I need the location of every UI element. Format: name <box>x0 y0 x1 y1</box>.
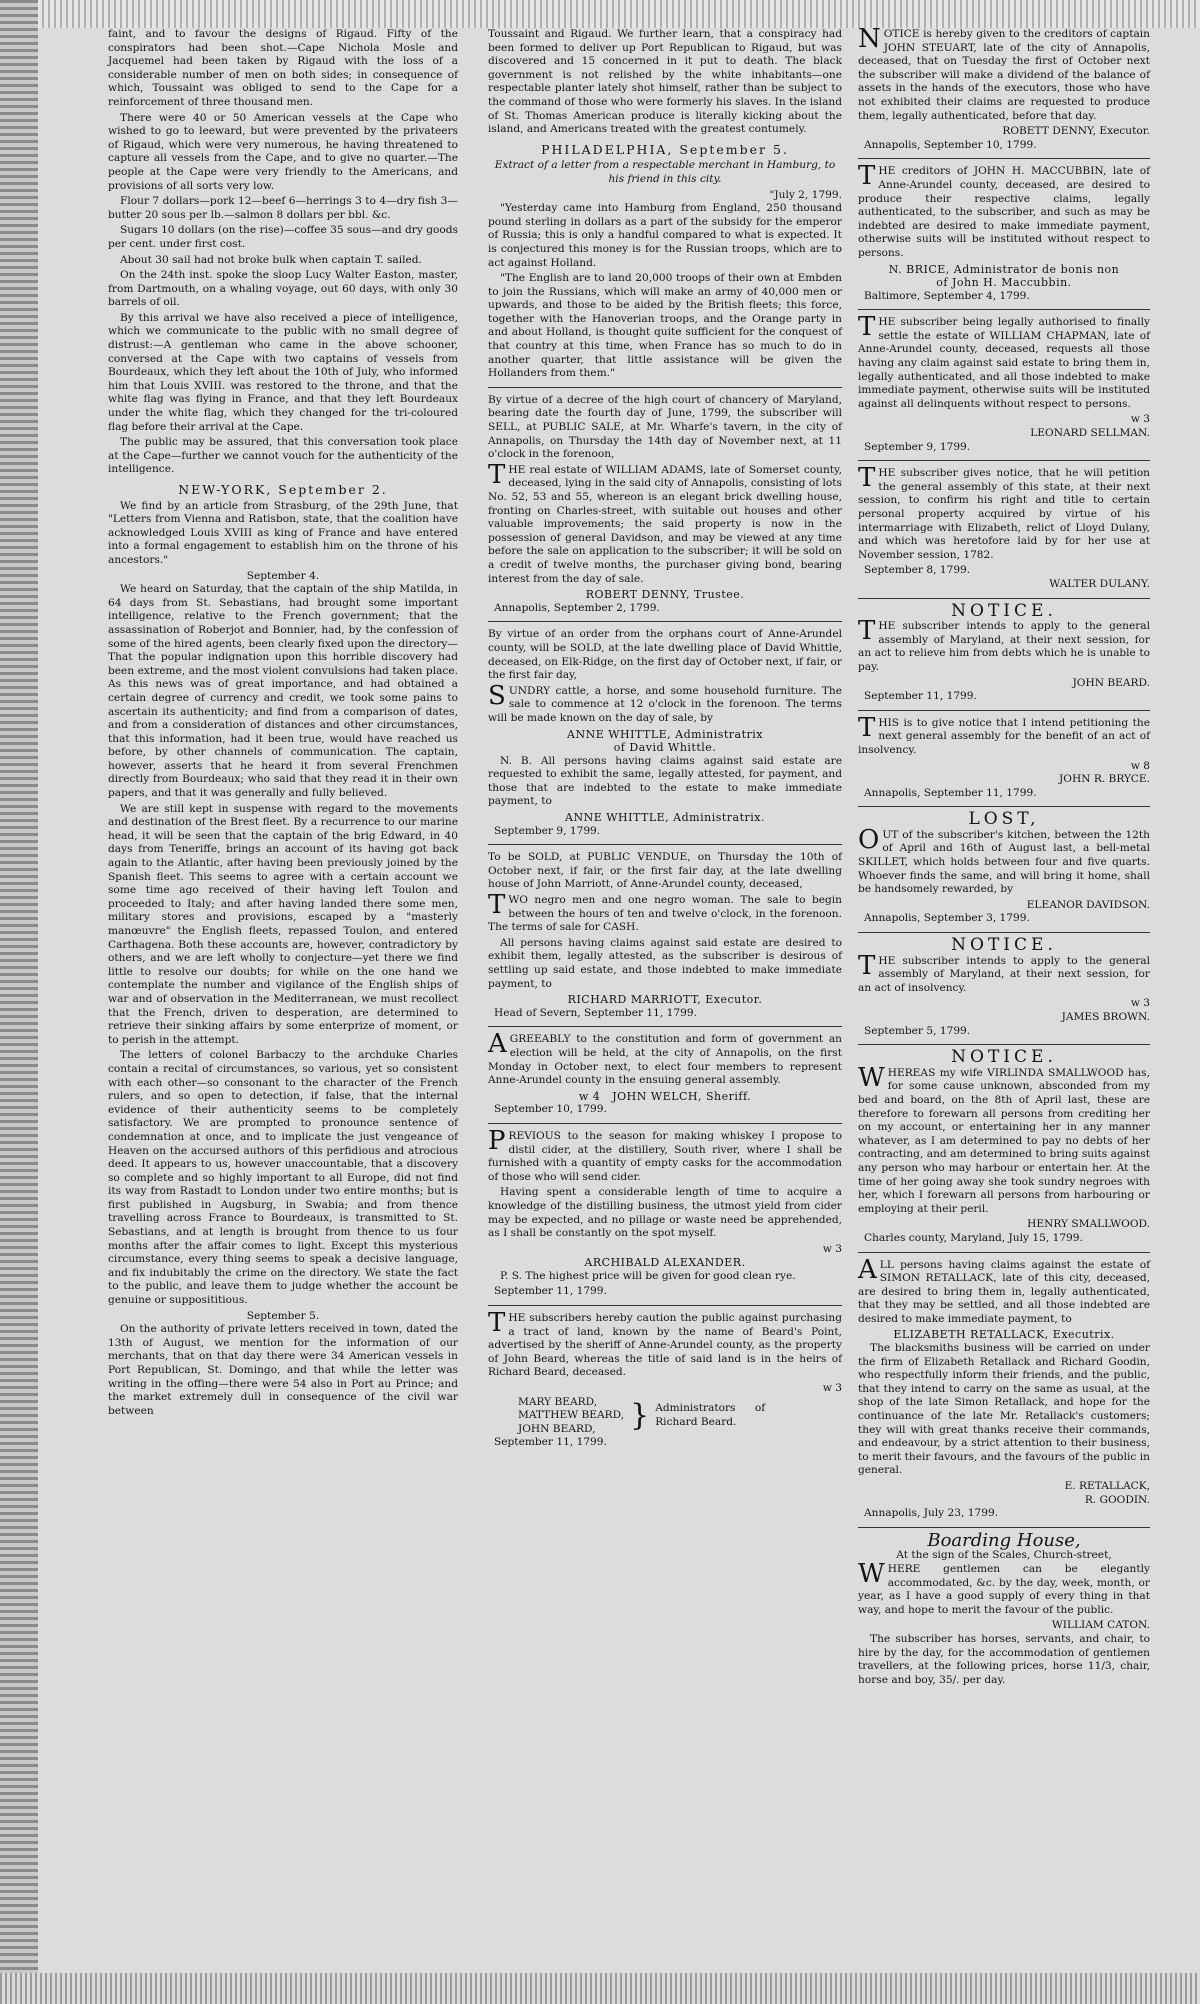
ad-signature: RICHARD MARRIOTT, Executor. <box>567 993 763 1007</box>
column-2 <box>488 28 842 1450</box>
column-rule <box>858 460 1150 461</box>
ad-body: THE subscriber being legally authorised to finally settle the estate of WILLIAM CHAPMAN, late of Anne-Arundel county, deceased, requests all those having any claim against said estate to bring them in, legally authenticated, and all those indebted to make immediate payment, otherwise suits will be instituted against all delinquents without respect to persons. <box>858 312 1150 410</box>
ad-date: September 11, 1799. <box>864 690 977 703</box>
column-rule <box>488 387 842 388</box>
article-paragraph: About 30 sail had not broke bulk when captain T. sailed. <box>120 253 422 266</box>
ad-body: P. S. The highest price will be given for good clean rye. <box>500 1269 796 1282</box>
ad-signature: ANNE WHITTLE, Administratrix. <box>565 811 765 825</box>
ad-body: ALL persons having claims against the estate of SIMON RETALLACK, late of this city, deceased, are desired to bring them in, legally authenticated, that they may be settled, and all those indebted are desired to make immediate payment, to <box>858 1254 1150 1325</box>
ad-body: THE subscribers hereby caution the public against purchasing a tract of land, known by the name of Beard's Point, advertised by the sheriff of Anne-Arundel county, as the property of John Beard, whereas the title of said land is in the heirs of Richard Beard, deceased. <box>488 1308 842 1379</box>
signer-names <box>488 1396 624 1437</box>
article-paragraph: Sugars 10 dollars (on the rise)—coffee 35 sous—and dry goods per cent. under first cost. <box>108 224 458 250</box>
column-rule <box>858 158 1150 159</box>
column-rule <box>858 598 1150 599</box>
ad-body: THIS is to give notice that I intend petitioning the next general assembly for the benefit of an act of insolvency. <box>858 712 1150 756</box>
ad-signature: JOHN R. BRYCE. <box>1059 773 1150 786</box>
scan-top-edge <box>0 0 1200 28</box>
column-rule <box>488 1305 842 1306</box>
article-paragraph: The letters of colonel Barbaczy to the archduke Charles contain a recital of circumstances, so various, yet so consistent with each other—so consonant to the character of the French rulers, and so open to detection, if false, that the internal evidence of their authenticity seems to be completely satisfactory. We are prompted to pronounce sentence of condemnation at once, and to implicate the just vengeance of Heaven on the accursed authors of this perfidious and atrocious deed. It appears to us, however unaccountable, that a discovery so complete and so highly important to all Europe, did not find its way from Rastadt to London under two entire months; but is first published in Augsburg, in Swabia; and from thence travelling across France to Bourdeaux, is transmitted to St. Sebastians, and at length is brought from thence to us four months after the affair comes to light. Except this mysterious circumstance, every thing seems to speak a decisive language, and fix indubitably the crime on the directory. We state the fact to the public, and leave them to judge whether the account be genuine or supposititious. <box>108 1049 458 1307</box>
column-rule <box>858 806 1150 807</box>
column-rule <box>488 1123 842 1124</box>
ad-date: Annapolis, September 2, 1799. <box>494 601 660 614</box>
column-rule <box>858 932 1150 933</box>
ad-body: SUNDRY cattle, a horse, and some household furniture. The sale to commence at 12 o'clock in the forenoon. The terms will be made known on the day of sale, by <box>488 680 842 724</box>
signer-name: MATTHEW BEARD, <box>518 1409 625 1422</box>
brace-icon: } <box>630 1398 650 1434</box>
ad-intro: By virtue of an order from the orphans court of Anne-Arundel county, will be SOLD, at the late dwelling place of David Whittle, deceased, on Elk-Ridge, on the first day of October next, if fair, or the first fair day, <box>488 628 842 682</box>
article-paragraph: On the 24th inst. spoke the sloop Lucy Walter Easton, master, from Dartmouth, on a whaling voyage, out 60 days, with only 30 barrels of oil. <box>108 269 458 309</box>
newyork-dateline: NEW-YORK, September 2. <box>178 482 388 497</box>
signer-role: Administrators of Richard Beard. <box>655 1402 766 1429</box>
ad-body: The subscriber has horses, servants, and chair, to hire by the day, for the accommodation of gentlemen travellers, at the following prices, horse 11/3, chair, horse and boy, 35/. per day. <box>858 1632 1150 1686</box>
ad-body: Having spent a considerable length of time to acquire a knowledge of the distilling business, the utmost yield from cider may be expected, and no pillage or waste need be apprehended, as I shall be constantly on the spot myself. <box>488 1186 842 1240</box>
newspaper-page <box>40 24 1160 1973</box>
ad-intro: By virtue of a decree of the high court of chancery of Maryland, bearing date the fourth day of June, 1799, the subscriber will SELL, at PUBLIC SALE, at Mr. Wharfe's tavern, in the city of Annapolis, on Thursday the 14th day of November next, at 11 o'clock in the forenoon, <box>488 393 842 461</box>
insertion-code: w 3 <box>1130 997 1150 1010</box>
ad-date: September 9, 1799. <box>864 440 971 453</box>
date-subhead: September 4. <box>246 569 320 582</box>
insertion-code: w 8 <box>1130 759 1150 772</box>
ad-signature: N. BRICE, Administrator de bonis non <box>888 262 1120 276</box>
article-paragraph: There were 40 or 50 American vessels at the Cape who wished to go to leeward, but were prevented by the privateers of Rigaud, which were very numerous, he having threatened to capture all vessels from the Cape, and to give no quarter.—The people at the Cape were very friendly to the Americans, and provisions of all sorts very low. <box>108 111 458 192</box>
notice-heading: LOST, <box>968 809 1040 830</box>
ad-intro: To be SOLD, at PUBLIC VENDUE, on Thursday the 10th of October next, if fair, or the first fair day, at the late dwelling house of John Marriott, of Anne-Arundel county, deceased, <box>488 851 842 891</box>
ad-signature: ROBETT DENNY, Executor. <box>1002 125 1150 138</box>
article-paragraph: On the authority of private letters received in town, dated the 13th of August, we mention for the information of our merchants, that on that day there were 34 American vessels in Port Republican, St. Domingo, and that while the letter was writing in the offing—there were 54 also in Port au Prince; and the market extremely dull in consequence of the civil war between <box>108 1323 458 1417</box>
article-paragraph: We heard on Saturday, that the captain of the ship Matilda, in 64 days from St. Sebastians, had brought some important intelligence, relative to the French government; that the assassination of Roberjot and Bonnier, had, by the confession of some of the hired agents, been clearly fixed upon the directory—That the popular indignation upon this horrible discovery had been extreme, and the most violent convulsions had taken place. As this news was of great importance, and had obtained a certain degree of currency and credit, we took some pains to ascertain its authenticity; and find from a comparison of dates, and from a consideration of distances and other circumstances, that this information, had it been true, would have reached us before, by other channels of communication. The captain, however, asserts that he heard it from several Frenchmen directly from Bourdeaux; who said that they read it in their own papers, and that it was generally and fully believed. <box>108 583 458 800</box>
ad-date: Annapolis, September 11, 1799. <box>864 786 1037 799</box>
ad-date: September 10, 1799. <box>494 1103 607 1116</box>
column-rule <box>858 1527 1150 1528</box>
ad-date: Charles county, Maryland, July 15, 1799. <box>864 1231 1083 1244</box>
ad-signature: ROBERT DENNY, Trustee. <box>585 588 745 602</box>
column-rule <box>488 844 842 845</box>
ad-body: THE subscriber intends to apply to the general assembly of Maryland, at their next session, for an act to relieve him from debts which he is unable to pay. <box>858 616 1150 673</box>
ad-date: September 8, 1799. <box>864 564 971 577</box>
signer-name: JOHN BEARD, <box>518 1422 596 1435</box>
column-rule <box>858 1044 1150 1045</box>
ad-signature: WILLIAM CATON. <box>1051 1619 1150 1632</box>
insertion-code: w 3 <box>822 1382 842 1395</box>
ad-body: THE creditors of JOHN H. MACCUBBIN, late of Anne-Arundel county, deceased, are desired to produce their respective claims, legally authenticated, to the subscriber, and such as may be indebted are desired to make immediate payment, otherwise suits will be instituted without respect to persons. <box>858 161 1150 259</box>
article-paragraph: faint, and to favour the designs of Rigaud. Fifty of the conspirators had been shot.—Cape Nichola Mosle and Jacquemel had been taken by Rigaud with the loss of a considerable number of men on both sides; in consequence of which, Toussaint was obliged to send to the Cape for a reinforcement of three thousand men. <box>108 28 458 108</box>
notice-heading: NOTICE. <box>951 935 1057 956</box>
ad-body: TWO negro men and one negro woman. The sale to begin between the hours of ten and twelve o'clock, in the forenoon. The terms of sale for CASH. <box>488 890 842 934</box>
ad-body: NOTICE is hereby given to the creditors of captain JOHN STEUART, late of the city of Annapolis, deceased, that on Tuesday the first of October next the subscriber will make a dividend of the balance of assets in the hands of the executors, those who have not exhibited their claims are requested to produce them, legally authenticated, before that day. <box>858 24 1150 122</box>
letter-date: "July 2, 1799. <box>769 188 842 201</box>
ad-signature-block <box>488 1396 842 1437</box>
ad-body: WHERE gentlemen can be elegantly accommodated, &c. by the day, week, month, or year, as I have a good supply of every thing in that way, and hope to merit the favour of the public. <box>858 1558 1150 1616</box>
ad-date: Annapolis, July 23, 1799. <box>864 1507 999 1520</box>
ad-date: Baltimore, September 4, 1799. <box>864 289 1030 302</box>
article-paragraph: We are still kept in suspense with regard to the movements and destination of the Brest fleet. By a recurrence to our marine head, it will be seen that the captain of the brig Edward, in 40 days from Teneriffe, brings an account of its having got back again to the Atlantic, after having been previously joined by the Spanish fleet. This seems to agree with a certain account we some time ago received of their having left Toulon and proceeded to Italy; and after having landed there some men, military stores and provisions, escaped by a "masterly manœuvre" the English fleets, repassed Toulon, and entered Carthagena. Both these accounts are, however, contradictory by others, and we are left wholly to conjecture—yet there we find little to resolve our doubts; for while on the one hand we contemplate the number and vigilance of the English ships of war and of observation in the Mediterranean, we must recollect that the French, driven to desperation, are determined to retrieve their sinking affairs by some enterprize of moment, or to perish in the attempt. <box>108 802 458 1046</box>
ad-signature: ARCHIBALD ALEXANDER. <box>584 1256 746 1270</box>
ad-date: September 9, 1799. <box>494 824 601 837</box>
column-rule <box>858 710 1150 711</box>
boarding-house-subheading: At the sign of the Scales, Church-street, <box>896 1549 1112 1562</box>
column-3 <box>858 24 1150 1689</box>
ad-signature: HENRY SMALLWOOD. <box>1027 1218 1150 1231</box>
ad-signature: R. GOODIN. <box>1084 1493 1150 1506</box>
scan-binding-edge <box>0 0 38 2004</box>
date-subhead: September 5. <box>246 1309 320 1322</box>
article-paragraph: Toussaint and Rigaud. We further learn, that a conspiracy had been formed to deliver up Port Republican to Rigaud, but was discovered and 15 concerned in it put to death. The black government is not relished by the white inhabitants—one respectable planter lately shot himself, rather than be subject to the command of those who were formerly his slaves. In the island of St. Thomas American produce is literally kicking about the island, and Americans treated with the greatest contumely. <box>488 28 842 136</box>
ad-body: WHEREAS my wife VIRLINDA SMALLWOOD has, for some cause unknown, absconded from my bed and board, on the 8th of April last, these are therefore to forewarn all persons from crediting her on my account, or entertaining her in any manner whatever, as I am determined to pay no debts of her contracting, and am determined to bring suits against any person who may harbour or entertain her. At the time of her going away she took sundry negroes with her, which I forewarn all persons from harbouring or employing at their peril. <box>858 1062 1150 1215</box>
extract-subtitle: Extract of a letter from a respectable merchant in Hamburg, to his friend in this city. <box>494 159 836 185</box>
ad-date: September 5, 1799. <box>864 1024 971 1037</box>
insertion-code: w 3 <box>822 1242 842 1255</box>
ad-date: September 11, 1799. <box>494 1285 607 1298</box>
ad-signature: ANNE WHITTLE, Administratrix <box>567 727 763 741</box>
ad-date: Head of Severn, September 11, 1799. <box>494 1006 697 1019</box>
ad-body: N. B. All persons having claims against said estate are requested to exhibit the same, legally attested, for payment, and those that are indebted to the estate to make immediate payment, to <box>488 754 842 808</box>
ad-body: THE subscriber gives notice, that he will petition the general assembly of this state, at their next session, to confirm his right and title to certain personal property acquired by virtue of his intermarriage with Elizabeth, relict of Lloyd Dulany, and which was heretofore laid by for her use at November session, 1782. <box>858 463 1150 561</box>
ad-signature <box>488 1090 842 1104</box>
notice-heading: NOTICE. <box>951 600 1057 621</box>
ad-signature: LEONARD SELLMAN. <box>1030 427 1150 440</box>
article-paragraph: By this arrival we have also received a piece of intelligence, which we communicate to the public with no small degree of distrust:—A gentleman who came in the above schooner, conversed at the Cape with two captains of vessels from Bourdeaux, which they left about the 10th of July, who informed him that Louis XVIII. was restored to the throne, and that the white flag was flying in France, and that they left Bourdeaux under the white flag, which they changed for the tri-coloured flag before their arrival at the Cape. <box>108 311 458 433</box>
column-rule <box>488 621 842 622</box>
ad-body: All persons having claims against said estate are desired to exhibit them, legally attested, as the subscriber is desirous of settling up said estate, and those indebted to make immediate payment, to <box>488 936 842 990</box>
signer-name: MARY BEARD, <box>518 1395 598 1408</box>
ad-signature: of John H. Maccubbin. <box>936 276 1072 290</box>
insertion-code: w 3 <box>1130 413 1150 426</box>
ad-date: Annapolis, September 10, 1799. <box>864 138 1037 151</box>
article-paragraph: Flour 7 dollars—pork 12—beef 6—herrings 3 to 4—dry fish 3—butter 20 sous per lb.—salmon 8 dollars per bbl. &c. <box>108 195 458 221</box>
ad-signature: E. RETALLACK, <box>1064 1480 1150 1492</box>
ad-signature: JOHN BEARD. <box>1072 676 1150 689</box>
article-paragraph: We find by an article from Strasburg, of the 29th June, that "Letters from Vienna and Ratisbon, state, that the coalition have acknowledged Louis XVIII as king of France and have entered into a formal engagement to establish him on the throne of his ancestors." <box>108 499 458 566</box>
ad-signature: JAMES BROWN. <box>1061 1011 1150 1023</box>
column-1 <box>108 28 458 1420</box>
ad-signer: JOHN WELCH, Sheriff. <box>612 1089 752 1103</box>
article-paragraph: "The English are to land 20,000 troops of their own at Embden to join the Russians, which will make an army of 40,000 men or upwards, and those to be aided by the British fleets; this force, together with the Hanoverian troops, and the Orange party in and about Holland, is thought quite sufficient for the conquest of that country at this time, when France has so much to do in another quarter, that little assistance will be given the Hollanders from them." <box>488 272 842 380</box>
scan-bottom-edge <box>0 1973 1200 2004</box>
ad-date: September 11, 1799. <box>494 1436 607 1449</box>
ad-signature: ELIZABETH RETALLACK, Executrix. <box>893 1328 1115 1342</box>
column-rule <box>488 1026 842 1027</box>
article-paragraph: The public may be assured, that this conversation took place at the Cape—further we cannot vouch for the authenticity of the intelligence. <box>108 436 458 476</box>
notice-heading: NOTICE. <box>951 1047 1057 1068</box>
boarding-house-heading: Boarding House, <box>927 1529 1081 1551</box>
philadelphia-dateline: PHILADELPHIA, September 5. <box>541 141 789 157</box>
column-rule <box>858 1252 1150 1253</box>
ad-body: PREVIOUS to the season for making whiskey I propose to distil cider, at the distillery, South river, where I shall be furnished with a quantity of empty casks for the accommodation of those who will send cider. <box>488 1125 842 1183</box>
ad-signature: WALTER DULANY. <box>1049 577 1150 590</box>
article-paragraph: "Yesterday came into Hamburg from England, 250 thousand pound sterling in dollars as a part of the subsidy for the emperor of Russia; this is only a handful compared to what is expected. It is conjectured this money is for the Russian troops, which are to act against Holland. <box>488 202 842 269</box>
column-rule <box>858 309 1150 310</box>
insertion-code: w 4 <box>578 1089 601 1103</box>
ad-signature: of David Whittle. <box>613 741 717 755</box>
ad-body: OUT of the subscriber's kitchen, between the 12th of April and 16th of August last, a bell-metal SKILLET, which holds between four and five quarts. Whoever finds the same, and will bring it home, shall be handsomely rewarded, by <box>858 824 1150 896</box>
ad-body: The blacksmiths business will be carried on under the firm of Elizabeth Retallack and Richard Goodin, who respectfully inform their friends, and the public, that they intend to carry on the same as usual, at the shop of the late Simon Retallack, and hope for the continuance of the late Mr. Retallack's customers; they will with great thanks receive their commands, and endeavour, by a strict attention to their business, to merit their favours, and the favours of the public in general. <box>858 1342 1150 1477</box>
ad-signature: ELEANOR DAVIDSON. <box>1026 898 1150 911</box>
ad-body: THE real estate of WILLIAM ADAMS, late of Somerset county, deceased, lying in the said city of Annapolis, consisting of lots No. 52, 53 and 55, whereon is an elegant brick dwelling house, fronting on Charles-street, with suitable out houses and other valuable improvements; the said property is now in the possession of general Davidson, and may be viewed at any time before the sale on application to the subscriber; it will be sold on a credit of twelve months, the purchaser giving bond, bearing interest from the day of sale. <box>488 459 842 585</box>
ad-body: THE subscriber intends to apply to the general assembly of Maryland, at their next session, for an act of insolvency. <box>858 950 1150 994</box>
ad-date: Annapolis, September 3, 1799. <box>864 912 1030 925</box>
ad-body: AGREEABLY to the constitution and form of government an election will be held, at the city of Annapolis, on the first Monday in October next, to elect four members to represent Anne-Arundel county in the ensuing general assembly. <box>488 1029 842 1087</box>
